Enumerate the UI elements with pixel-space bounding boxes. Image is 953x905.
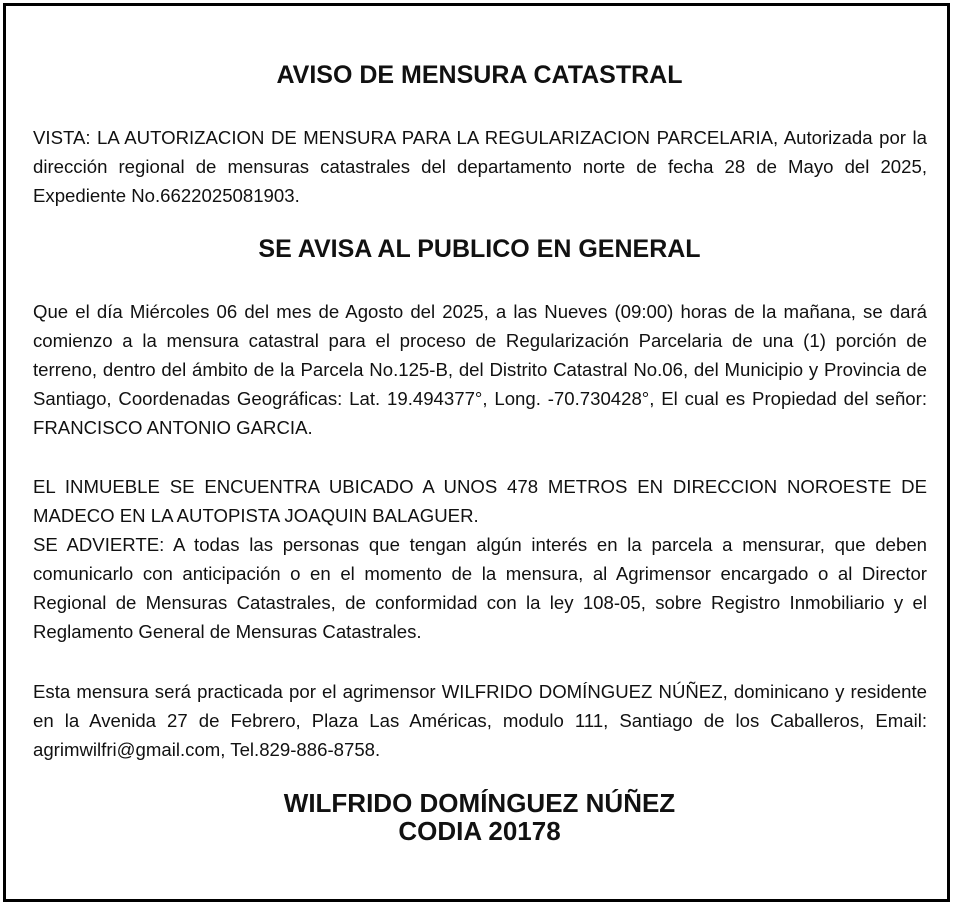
signature-codia: CODIA 20178 bbox=[398, 816, 561, 846]
signature-block bbox=[6, 789, 953, 845]
signature-name: WILFRIDO DOMÍNGUEZ NÚÑEZ bbox=[283, 788, 676, 818]
vista-paragraph: VISTA: LA AUTORIZACION DE MENSURA PARA LA REGULARIZACION PARCELARIA, Autorizada por la dirección regional de mensuras catastrales del departamento norte de fecha 28 de Mayo del 2025, Expediente No.6622025081903. bbox=[33, 127, 927, 206]
notice-title: AVISO DE MENSURA CATASTRAL bbox=[276, 61, 683, 89]
announcement-paragraph: Que el día Miércoles 06 del mes de Agosto del 2025, a las Nueves (09:00) horas de la mañana, se dará comienzo a la mensura catastral para el proceso de Regularización Parcelaria de una (1) porción de terreno, dentro del ámbito de la Parcela No.125-B, del Distrito Catastral No.06, del Municipio y Provincia de Santiago, Coordenadas Geográficas: Lat. 19.494377°, Long. -70.730428°, El cual es Propiedad del señor: FRANCISCO ANTONIO GARCIA. bbox=[33, 301, 927, 438]
notice-subtitle: SE AVISA AL PUBLICO EN GENERAL bbox=[258, 235, 701, 263]
notice-frame bbox=[3, 3, 950, 902]
warning-paragraph: SE ADVIERTE: A todas las personas que tengan algún interés en la parcela a mensurar, que deben comunicarlo con anticipación o en el momento de la mensura, al Agrimensor encargado o al Director Regional de Mensuras Catastrales, de conformidad con la ley 108-05, sobre Registro Inmobiliario y el Reglamento General de Mensuras Catastrales. bbox=[33, 534, 927, 642]
location-paragraph: EL INMUEBLE SE ENCUENTRA UBICADO A UNOS 478 METROS EN DIRECCION NOROESTE DE MADECO EN LA AUTOPISTA JOAQUIN BALAGUER. bbox=[33, 476, 927, 526]
surveyor-paragraph: Esta mensura será practicada por el agrimensor WILFRIDO DOMÍNGUEZ NÚÑEZ, dominicano y residente en la Avenida 27 de Febrero, Plaza Las Américas, modulo 111, Santiago de los Caballeros, Email: agrimwilfri@gmail.com, Tel.829-886-8758. bbox=[33, 681, 927, 760]
